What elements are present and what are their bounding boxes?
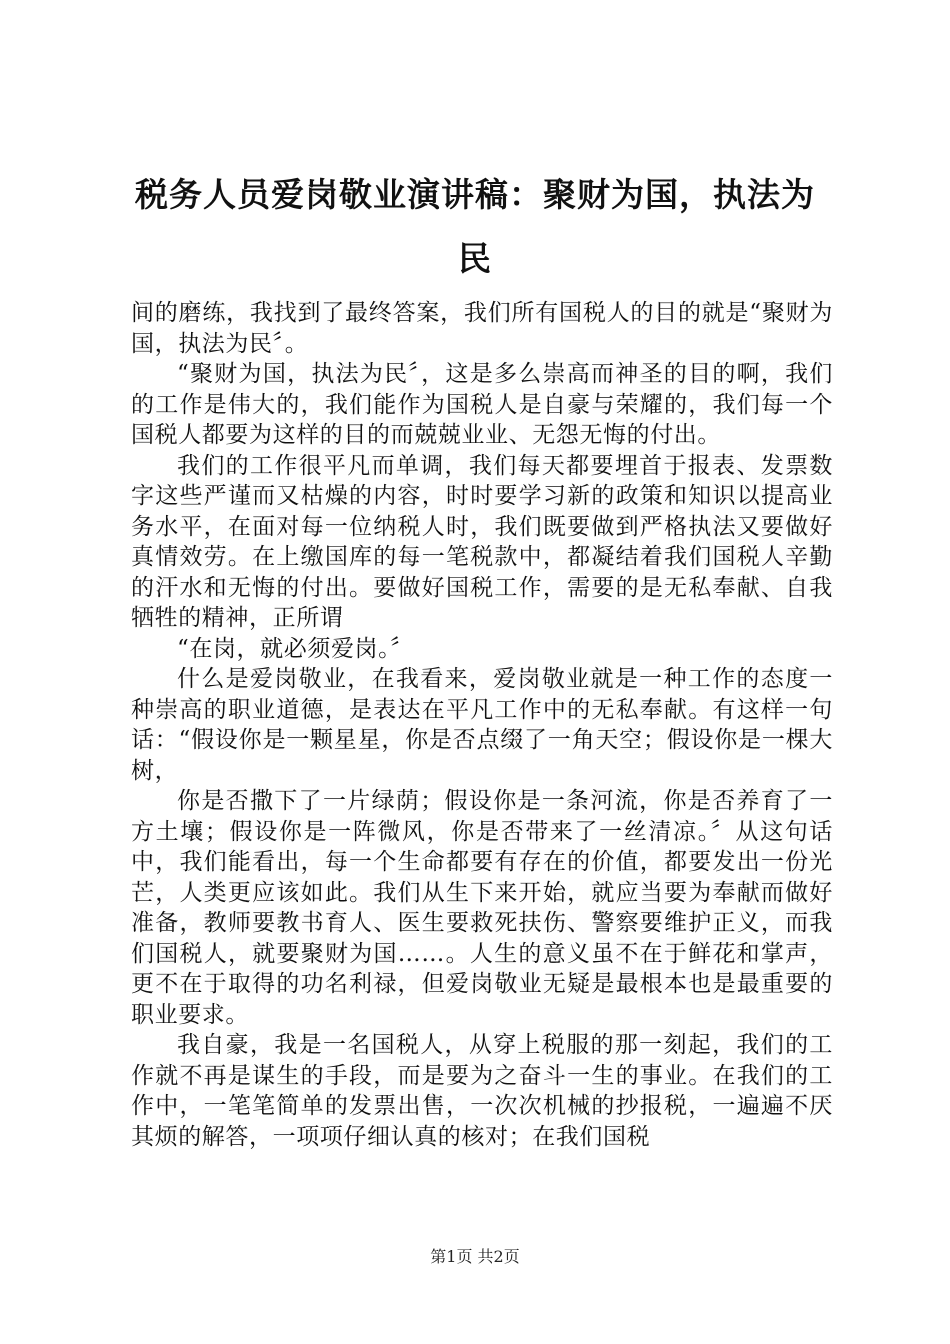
paragraph-5: 什么是爱岗敬业，在我看来，爱岗敬业就是一种工作的态度一种崇高的职业道德，是表达在平凡工作中的无私奉献。有这样一句话：“假设你是一颗星星，你是否点缀了一角天空；假设你是一棵大树，	[131, 666, 833, 784]
paragraph-2: “聚财为国，执法为民〞，这是多么崇高而神圣的目的啊，我们的工作是伟大的，我们能作为国税人是自豪与荣耀的，我们每一个国税人都要为这样的目的而兢兢业业、无怨无悔的付出。	[131, 361, 833, 448]
paragraph-6: 你是否撒下了一片绿荫；假设你是一条河流，你是否养育了一方土壤；假设你是一阵微风，你是否带来了一丝清凉。〞从这句话中，我们能看出，每一个生命都要有存在的价值，都要发出一份光芒，人类更应该如此。我们从生下来开始，就应当要为奉献而做好准备，教师要教书育人、医生要救死扶伤、警察要维护正义，而我们国税人，就要聚财为国……。人生的意义虽不在于鲜花和掌声，更不在于取得的功名利禄，但爱岗敬业无疑是最根本也是最重要的职业要求。	[131, 788, 833, 1028]
paragraph-1: 间的磨练，我找到了最终答案，我们所有国税人的目的就是“聚财为国，执法为民〞。	[131, 300, 833, 357]
paragraph-4: “在岗，就必须爱岗。〞	[177, 635, 414, 662]
document-body	[131, 298, 833, 1152]
page-footer: 第1页 共2页	[430, 1247, 520, 1266]
paragraph-3: 我们的工作很平凡而单调，我们每天都要埋首于报表、发票数字这些严谨而又枯燥的内容，时时要学习新的政策和知识以提高业务水平，在面对每一位纳税人时，我们既要做到严格执法又要做好真情效劳。在上缴国库的每一笔税款中，都凝结着我们国税人辛勤的汗水和无悔的付出。要做好国税工作，需要的是无私奉献、自我牺牲的精神，正所谓	[131, 452, 833, 631]
paragraph-7: 我自豪，我是一名国税人，从穿上税服的那一刻起，我们的工作就不再是谋生的手段，而是要为之奋斗一生的事业。在我们的工作中，一笔笔简单的发票出售，一次次机械的抄报税，一遍遍不厌其烦的解答，一项项仔细认真的核对；在我们国税	[131, 1032, 833, 1150]
document-title: 税务人员爱岗敬业演讲稿：聚财为国，执法为民	[135, 175, 815, 278]
